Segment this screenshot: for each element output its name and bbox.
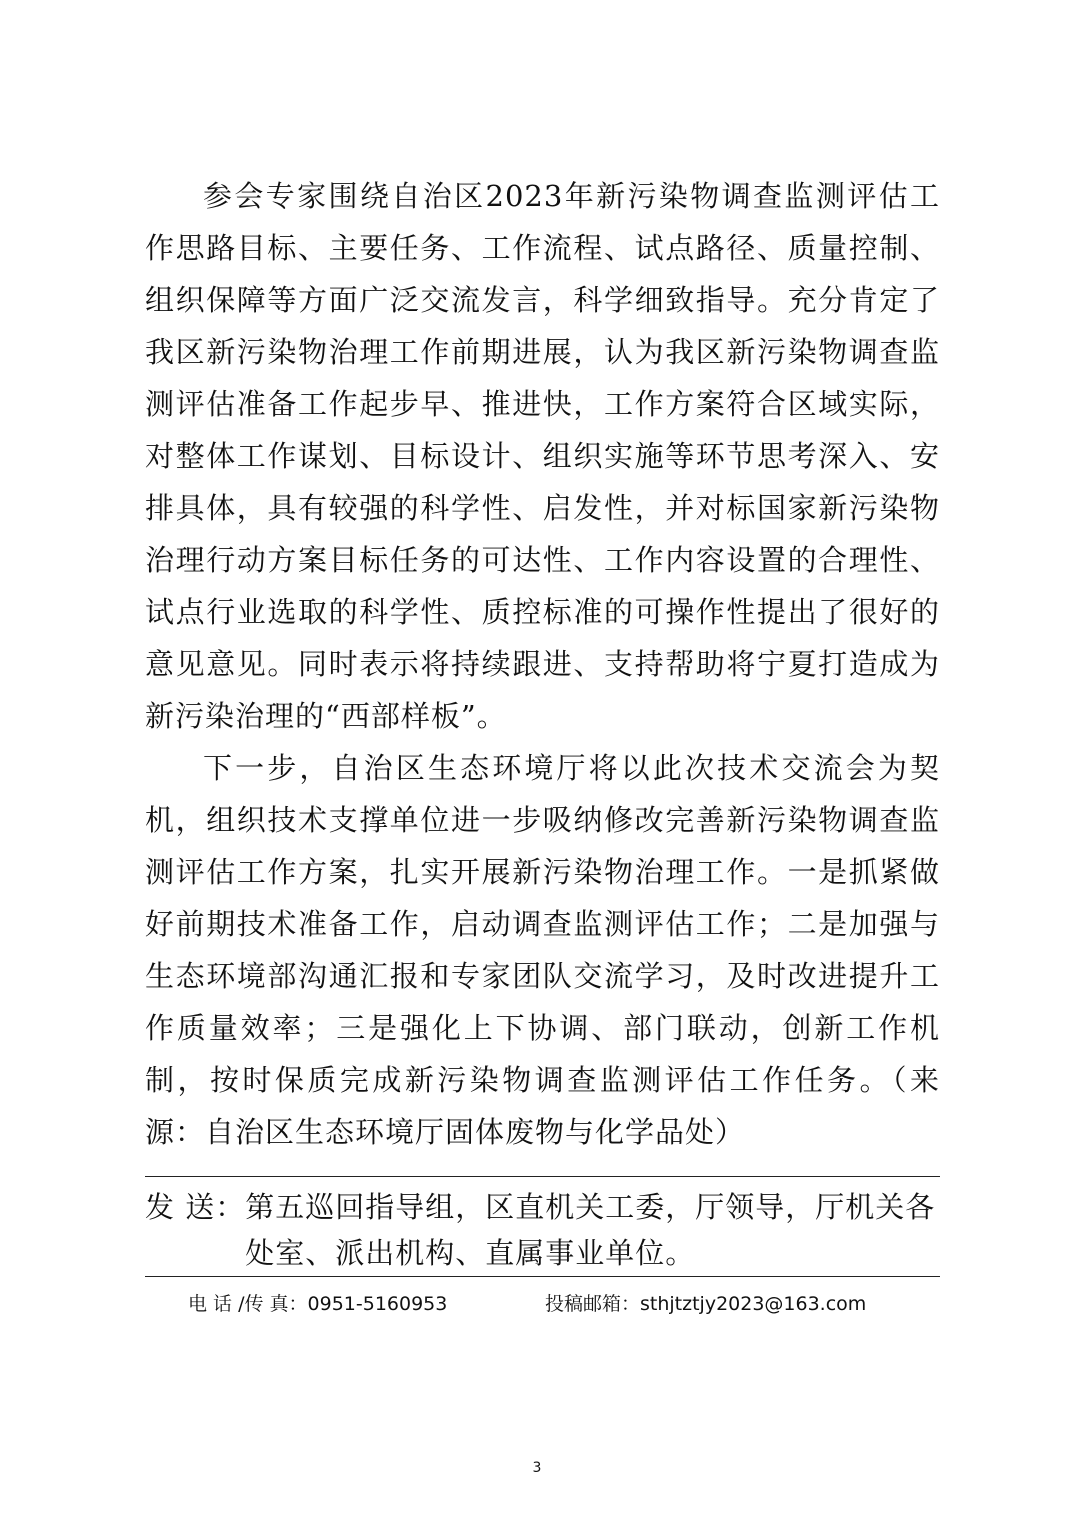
distribution-label: 发 送： [145,1190,246,1224]
paragraph-expert-feedback: 参会专家围绕自治区2023年新污染物调查监测评估工作思路目标、主要任务、工作流程、试点路径、质量控制、组织保障等方面广泛交流发言，科学细致指导。充分肯定了我区新污染物治理工作前期进展，认为我区新污染物调查监测评估准备工作起步早、推进快，工作方案符合区域实际，对整体工作谋划、目标设计、组织实施等环节思考深入、安排具体，具有较强的科学性、启发性，并对标国家新污染物治理行动方案目标任务的可达性、工作内容设置的合理性、试点行业选取的科学性、质控标准的可操作性提出了很好的意见意见。同时表示将持续跟进、支持帮助将宁夏打造成为新污染治理的“西部样板”。 [145,179,940,733]
body-text [145,170,940,1158]
distribution-recipients: 第五巡回指导组，区直机关工委，厅领导，厅机关各处室、派出机构、直属事业单位。 [245,1190,936,1270]
paragraph-next-steps: 下一步，自治区生态环境厅将以此次技术交流会为契机，组织技术支撑单位进一步吸纳修改完善新污染物调查监测评估工作方案，扎实开展新污染物治理工作。一是抓紧做好前期技术准备工作，启动调查监测评估工作；二是加强与生态环境部沟通汇报和专家团队交流学习，及时改进提升工作质量效率；三是强化上下协调、部门联动，创新工作机制，按时保质完成新污染物调查监测评估工作任务。（来源：自治区生态环境厅固体废物与化学品处） [145,751,940,1149]
contact-phone: 电 话 /传 真：0951-5160953 [188,1293,448,1315]
divider-bottom [145,1276,940,1277]
distribution-block [145,1184,940,1276]
divider-top [145,1176,940,1177]
page-number: 3 [532,1460,542,1476]
contact-email: 投稿邮箱：sthjtztjy2023@163.com [545,1293,867,1315]
